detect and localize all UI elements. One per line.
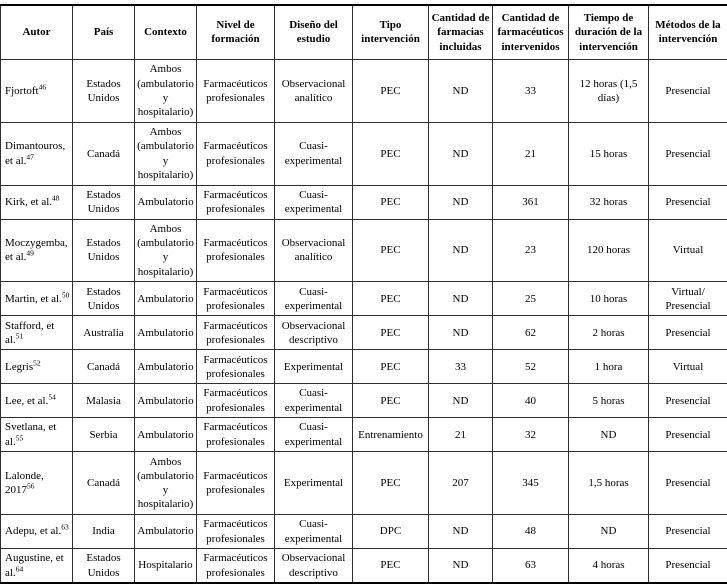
column-header-autor: Autor [1, 5, 73, 59]
cell-metodo: Presencial [649, 384, 727, 418]
reference-superscript: 51 [15, 331, 24, 341]
cell-contexto: Ambos (ambulatorio y hospitalario) [135, 122, 197, 185]
cell-tiempo: 120 horas [569, 219, 649, 282]
cell-farmacias: 21 [429, 418, 493, 452]
cell-farmacias: 207 [429, 452, 493, 515]
cell-tiempo: 32 horas [569, 185, 649, 219]
column-header-nivel: Nivel de formación [197, 5, 275, 59]
cell-tipo: PEC [353, 316, 429, 350]
cell-tipo: PEC [353, 282, 429, 316]
column-header-farmacias: Cantidad de farmacias incluidas [429, 5, 493, 59]
cell-metodo: Virtual [649, 219, 727, 282]
cell-farmacias: ND [429, 549, 493, 584]
cell-nivel: Farmacéuticos profesionales [197, 219, 275, 282]
reference-superscript: 48 [52, 193, 60, 203]
cell-diseno: Cuasi-experimental [275, 515, 353, 549]
cell-nivel: Farmacéuticos profesionales [197, 549, 275, 584]
cell-farmacias: ND [429, 316, 493, 350]
reference-superscript: 55 [15, 433, 24, 443]
cell-diseno: Cuasi-experimental [275, 122, 353, 185]
column-header-contexto: Contexto [135, 5, 197, 59]
cell-farmaceuticos: 32 [493, 418, 569, 452]
cell-tipo: PEC [353, 350, 429, 384]
cell-tipo: PEC [353, 384, 429, 418]
cell-nivel: Farmacéuticos profesionales [197, 350, 275, 384]
cell-autor: Moczygemba, et al.$^{49}$ [1, 219, 73, 282]
cell-farmacias: ND [429, 384, 493, 418]
cell-tipo: DPC [353, 515, 429, 549]
cell-tiempo: 12 horas (1,5 días) [569, 59, 649, 122]
reference-superscript: 64 [15, 563, 24, 573]
cell-tipo: PEC [353, 185, 429, 219]
table-header [1, 5, 727, 59]
cell-nivel: Farmacéuticos profesionales [197, 316, 275, 350]
table-row [1, 350, 727, 384]
cell-pais: India [73, 515, 135, 549]
cell-nivel: Farmacéuticos profesionales [197, 384, 275, 418]
cell-contexto: Ambulatorio [135, 282, 197, 316]
cell-autor: Lee, et al.$^{54}$ [1, 384, 73, 418]
cell-metodo: Presencial [649, 418, 727, 452]
cell-tiempo: 1 hora [569, 350, 649, 384]
cell-tipo: PEC [353, 549, 429, 584]
reference-superscript: 46 [38, 82, 47, 92]
cell-pais: Canadá [73, 350, 135, 384]
cell-farmaceuticos: 63 [493, 549, 569, 584]
reference-superscript: 56 [27, 481, 35, 491]
reference-superscript: 49 [26, 248, 34, 258]
cell-pais: Estados Unidos [73, 185, 135, 219]
reference-superscript: 54 [48, 391, 56, 401]
cell-pais: Canadá [73, 452, 135, 515]
cell-tiempo: 10 horas [569, 282, 649, 316]
cell-farmaceuticos: 62 [493, 316, 569, 350]
table-header-row [1, 5, 727, 59]
cell-nivel: Farmacéuticos profesionales [197, 515, 275, 549]
table-row [1, 59, 727, 122]
cell-nivel: Farmacéuticos profesionales [197, 185, 275, 219]
cell-metodo: Presencial [649, 185, 727, 219]
reference-superscript: 63 [61, 522, 69, 532]
table-row [1, 316, 727, 350]
cell-autor: Dimantouros, et al.$^{47}$ [1, 122, 73, 185]
table-row [1, 122, 727, 185]
cell-autor: Adepu, et al.$^{63}$ [1, 515, 73, 549]
cell-contexto: Hospitalario [135, 549, 197, 584]
table-body [1, 59, 727, 583]
column-header-tipo: Tipo intervención [353, 5, 429, 59]
cell-farmaceuticos: 48 [493, 515, 569, 549]
cell-contexto: Ambulatorio [135, 316, 197, 350]
cell-tiempo: 4 horas [569, 549, 649, 584]
cell-contexto: Ambos (ambulatorio y hospitalario) [135, 59, 197, 122]
cell-farmaceuticos: 25 [493, 282, 569, 316]
cell-pais: Australia [73, 316, 135, 350]
cell-pais: Estados Unidos [73, 549, 135, 584]
cell-contexto: Ambulatorio [135, 350, 197, 384]
cell-tiempo: 1,5 horas [569, 452, 649, 515]
cell-diseno: Observacional analítico [275, 219, 353, 282]
cell-contexto: Ambulatorio [135, 418, 197, 452]
cell-farmaceuticos: 361 [493, 185, 569, 219]
cell-pais: Canadá [73, 122, 135, 185]
cell-diseno: Experimental [275, 452, 353, 515]
cell-autor: Fjortoft$^{46}$ [1, 59, 73, 122]
cell-tipo: Entrenamiento [353, 418, 429, 452]
cell-diseno: Cuasi-experimental [275, 185, 353, 219]
cell-autor: Martin, et al.$^{50}$ [1, 282, 73, 316]
cell-diseno: Cuasi-experimental [275, 418, 353, 452]
cell-farmaceuticos: 21 [493, 122, 569, 185]
cell-farmacias: ND [429, 185, 493, 219]
cell-pais: Malasia [73, 384, 135, 418]
cell-farmacias: ND [429, 59, 493, 122]
cell-nivel: Farmacéuticos profesionales [197, 122, 275, 185]
reference-superscript: 52 [33, 358, 41, 367]
cell-tipo: PEC [353, 452, 429, 515]
cell-farmacias: ND [429, 122, 493, 185]
cell-farmacias: ND [429, 282, 493, 316]
table-row [1, 515, 727, 549]
cell-tipo: PEC [353, 59, 429, 122]
table-row [1, 549, 727, 584]
table-row [1, 452, 727, 515]
cell-metodo: Presencial [649, 515, 727, 549]
cell-farmacias: 33 [429, 350, 493, 384]
column-header-diseno: Diseño del estudio [275, 5, 353, 59]
cell-farmaceuticos: 23 [493, 219, 569, 282]
column-header-metodo: Métodos de la intervención [649, 5, 727, 59]
column-header-tiempo: Tiempo de duración de la intervención [569, 5, 649, 59]
cell-metodo: Virtual/ Presencial [649, 282, 727, 316]
table-row [1, 282, 727, 316]
cell-pais: Estados Unidos [73, 282, 135, 316]
cell-autor: Legris$^{52}$ [1, 350, 73, 384]
cell-tiempo: ND [569, 418, 649, 452]
cell-metodo: Presencial [649, 122, 727, 185]
cell-nivel: Farmacéuticos profesionales [197, 282, 275, 316]
cell-metodo: Presencial [649, 549, 727, 584]
cell-contexto: Ambulatorio [135, 384, 197, 418]
cell-tiempo: 15 horas [569, 122, 649, 185]
studies-table [0, 4, 727, 584]
cell-autor: Svetlana, et al.$^{55}$ [1, 418, 73, 452]
cell-metodo: Presencial [649, 316, 727, 350]
cell-contexto: Ambulatorio [135, 185, 197, 219]
cell-pais: Serbia [73, 418, 135, 452]
reference-superscript: 47 [26, 152, 34, 162]
column-header-pais: País [73, 5, 135, 59]
cell-farmacias: ND [429, 515, 493, 549]
cell-tipo: PEC [353, 122, 429, 185]
column-header-farmaceuticos: Cantidad de farmacéuticos intervenidos [493, 5, 569, 59]
cell-autor: Kirk, et al.$^{48}$ [1, 185, 73, 219]
cell-contexto: Ambos (ambulatorio y hospitalario) [135, 452, 197, 515]
cell-farmacias: ND [429, 219, 493, 282]
cell-diseno: Cuasi-experimental [275, 282, 353, 316]
cell-farmaceuticos: 33 [493, 59, 569, 122]
cell-autor: Augustine, et al.$^{64}$ [1, 549, 73, 584]
table-row [1, 418, 727, 452]
reference-superscript: 50 [61, 290, 70, 300]
table-row [1, 384, 727, 418]
cell-contexto: Ambos (ambulatorio y hospitalario) [135, 219, 197, 282]
cell-autor: Stafford, et al.$^{51}$ [1, 316, 73, 350]
cell-metodo: Virtual [649, 350, 727, 384]
cell-autor: Lalonde, 2017$^{56}$ [1, 452, 73, 515]
cell-tiempo: 5 horas [569, 384, 649, 418]
table-row [1, 185, 727, 219]
cell-diseno: Cuasi-experimental [275, 384, 353, 418]
cell-contexto: Ambulatorio [135, 515, 197, 549]
cell-tipo: PEC [353, 219, 429, 282]
cell-farmaceuticos: 345 [493, 452, 569, 515]
table-row [1, 219, 727, 282]
cell-nivel: Farmacéuticos profesionales [197, 59, 275, 122]
cell-diseno: Observacional descriptivo [275, 316, 353, 350]
cell-diseno: Observacional analítico [275, 59, 353, 122]
cell-diseno: Observacional descriptivo [275, 549, 353, 584]
cell-diseno: Experimental [275, 350, 353, 384]
cell-metodo: Presencial [649, 59, 727, 122]
cell-farmaceuticos: 52 [493, 350, 569, 384]
cell-nivel: Farmacéuticos profesionales [197, 452, 275, 515]
cell-nivel: Farmacéuticos profesionales [197, 418, 275, 452]
cell-pais: Estados Unidos [73, 59, 135, 122]
cell-tiempo: 2 horas [569, 316, 649, 350]
cell-tiempo: ND [569, 515, 649, 549]
cell-farmaceuticos: 40 [493, 384, 569, 418]
cell-metodo: Presencial [649, 452, 727, 515]
cell-pais: Estados Unidos [73, 219, 135, 282]
